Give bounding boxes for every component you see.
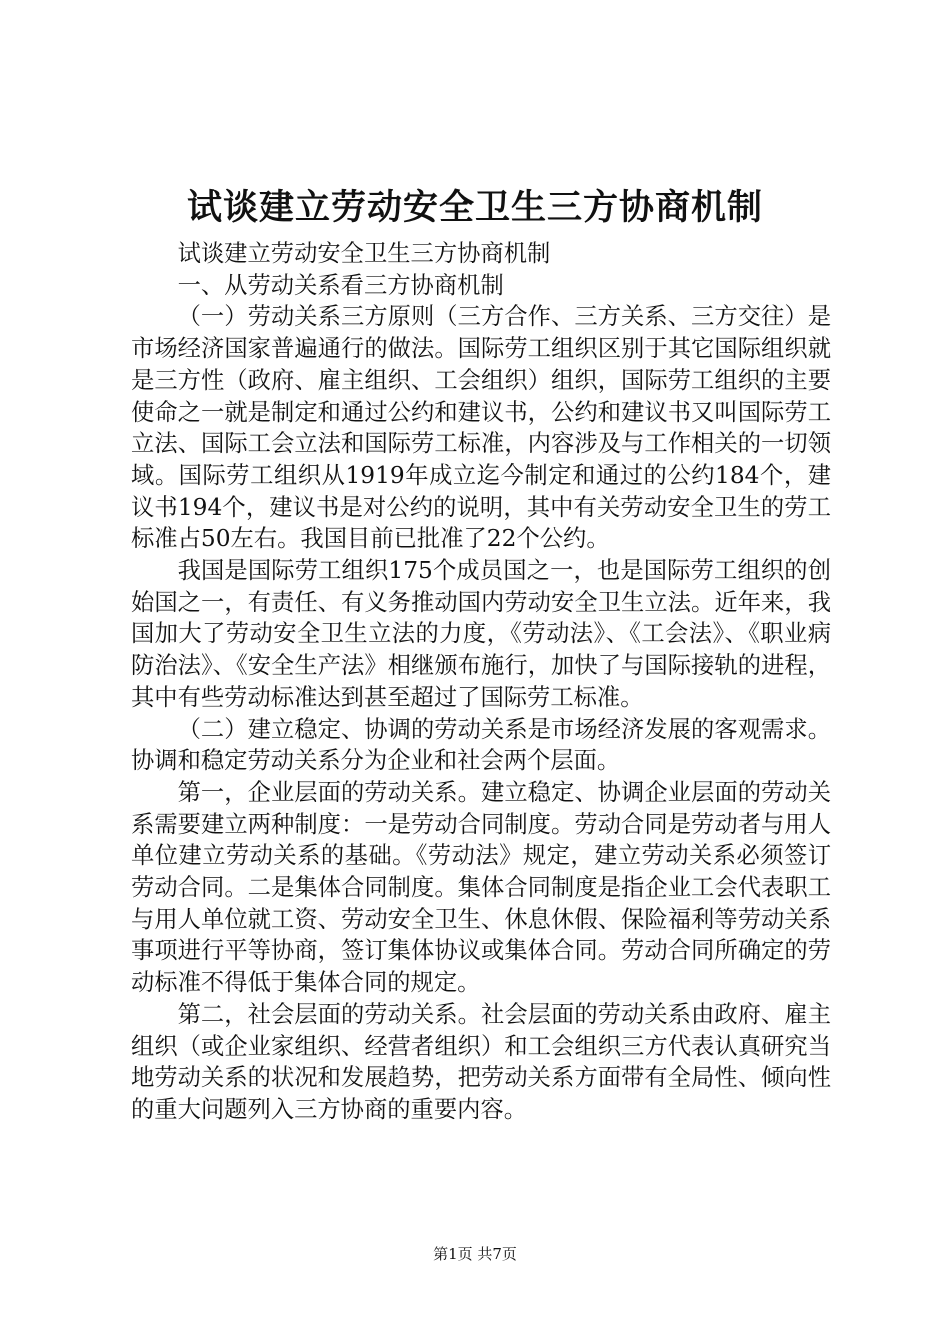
paragraph: （二）建立稳定、协调的劳动关系是市场经济发展的客观需求。协调和稳定劳动关系分为企业和社会两个层面。 [131, 715, 831, 775]
paragraph: 第一，企业层面的劳动关系。建立稳定、协调企业层面的劳动关系需要建立两种制度：一是劳动合同制度。劳动合同是劳动者与用人单位建立劳动关系的基础。《劳动法》规定，建立劳动关系必须签订劳动合同。二是集体合同制度。集体合同制度是指企业工会代表职工与用人单位就工资、劳动安全卫生、休息休假、保险福利等劳动关系事项进行平等协商，签订集体协议或集体合同。劳动合同所确定的劳动标准不得低于集体合同的规定。 [131, 778, 831, 997]
document-body [131, 238, 831, 1126]
subtitle-line: 试谈建立劳动安全卫生三方协商机制 [177, 240, 551, 267]
page-number-footer: 第1页 共7页 [433, 1245, 517, 1263]
document-title: 试谈建立劳动安全卫生三方协商机制 [186, 187, 763, 228]
paragraph: 第二，社会层面的劳动关系。社会层面的劳动关系由政府、雇主组织（或企业家组织、经营者组织）和工会组织三方代表认真研究当地劳动关系的状况和发展趋势，把劳动关系方面带有全局性、倾向性的重大问题列入三方协商的重要内容。 [131, 1000, 831, 1123]
paragraph: （一）劳动关系三方原则（三方合作、三方关系、三方交往）是市场经济国家普遍通行的做法。国际劳工组织区别于其它国际组织就是三方性（政府、雇主组织、工会组织）组织，国际劳工组织的主要使命之一就是制定和通过公约和建议书，公约和建议书又叫国际劳工立法、国际工会立法和国际劳工标准，内容涉及与工作相关的一切领域。国际劳工组织从1919年成立迄今制定和通过的公约184个，建议书194个，建议书是对公约的说明，其中有关劳动安全卫生的劳工标准占50左右。我国目前已批准了22个公约。 [131, 303, 831, 553]
section-heading: 一、从劳动关系看三方协商机制 [177, 271, 504, 299]
paragraph: 我国是国际劳工组织175个成员国之一，也是国际劳工组织的创始国之一，有责任、有义务推动国内劳动安全卫生立法。近年来，我国加大了劳动安全卫生立法的力度，《劳动法》、《工会法》、《职业病防治法》、《安全生产法》相继颁布施行，加快了与国际接轨的进程，其中有些劳动标准达到甚至超过了国际劳工标准。 [131, 557, 831, 711]
